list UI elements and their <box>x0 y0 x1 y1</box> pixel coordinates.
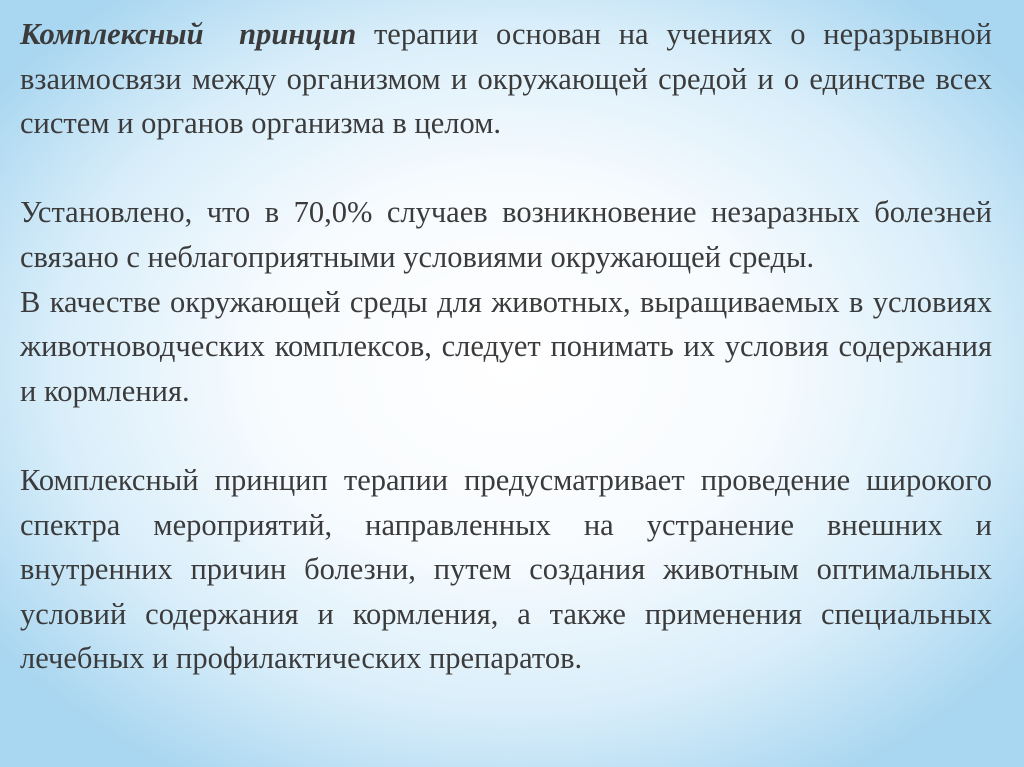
paragraph-statistics: Установлено, что в 70,0% случаев возникновение незаразных болезней связано с неблагоприятными условиями окружающей среды. <box>20 195 992 274</box>
paragraph-therapy-measures: Комплексный принцип терапии предусматривает проведение широкого спектра мероприятий, направленных на устранение внешних и внутренних причин болезни, путем создания животным оптимальных условий содержания и кормления, а также применения специальных лечебных и профилактических препаратов. <box>20 462 992 676</box>
paragraph-spacer <box>20 146 992 191</box>
paragraph-spacer <box>20 413 992 458</box>
slide-content <box>20 12 992 757</box>
paragraph-therapy-principle-text: терапии основан на учениях о неразрывной взаимосвязи между организмом и окружающей средой и о единстве всех систем и органов организма в целом. <box>20 17 993 141</box>
paragraph-environment-definition: В качестве окружающей среды для животных, выращиваемых в условиях животноводческих комплексов, следует понимать их условия содержания и кормления. <box>20 284 992 408</box>
paragraph-therapy-principle <box>20 12 992 146</box>
emphasized-term-complex: Комплексный <box>20 17 204 51</box>
emphasized-term-principle: принцип <box>239 17 357 51</box>
